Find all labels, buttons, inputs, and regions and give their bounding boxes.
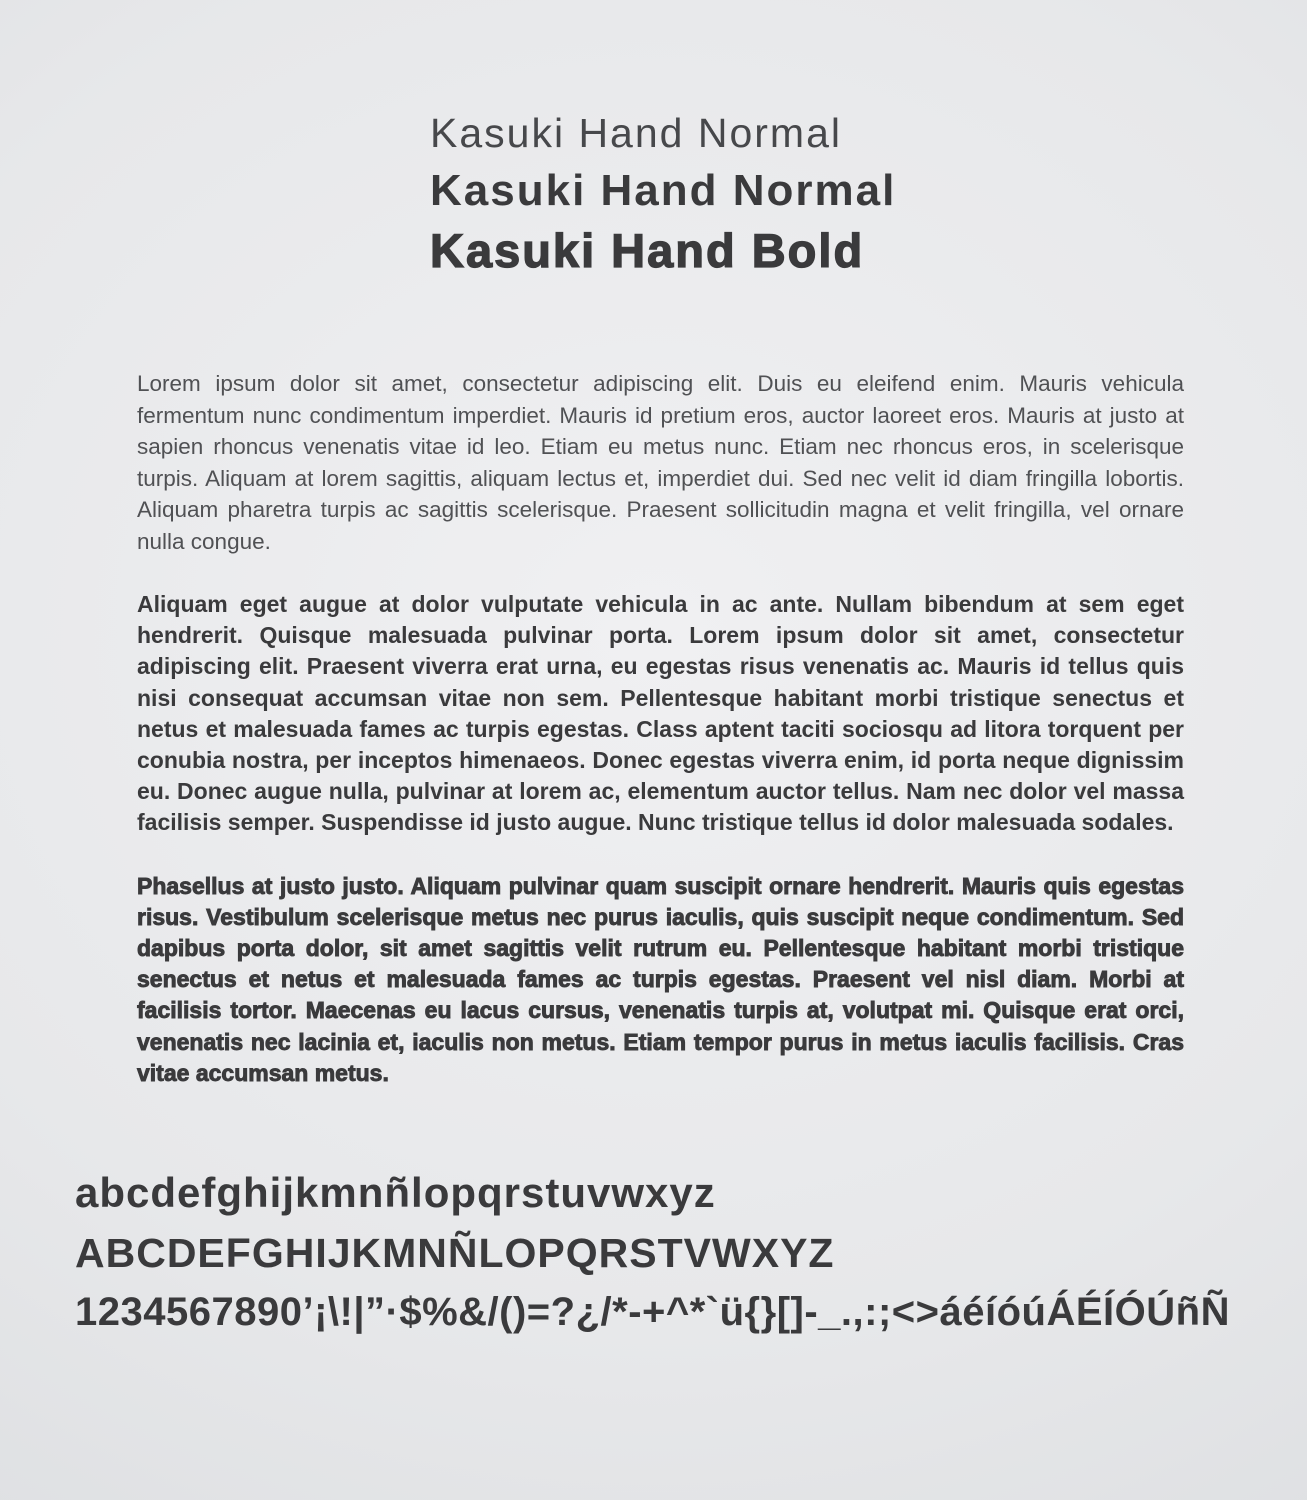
glyph-set — [75, 1169, 1307, 1335]
paragraph-bold-weight: Phasellus at justo justo. Aliquam pulvinar quam suscipit ornare hendrerit. Mauris quis egestas risus. Vestibulum scelerisque metus nec purus iaculis, quis suscipit neque condimentum. Sed dapibus porta dolor, sit amet sagittis velit rutrum eu. Pellentesque habitant morbi tristique senectus et netus et malesuada fames ac turpis egestas. Praesent vel nisl diam. Morbi at facilisis tortor. Maecenas eu lacus cursus, venenatis turpis at, volutpat mi. Quisque erat orci, venenatis nec lacinia et, iaculis non metus. Etiam tempor purus in metus iaculis facilisis. Cras vitae accumsan metus. — [137, 872, 1184, 1086]
glyph-row-uppercase: ABCDEFGHIJKMNÑLOPQRSTVWXYZ — [75, 1230, 835, 1277]
title-block — [0, 0, 1307, 278]
specimen-paragraphs — [137, 368, 1184, 1089]
glyph-row-lowercase: abcdefghijkmnñlopqrstuvwxyz — [75, 1169, 716, 1217]
glyph-row-numbers-symbols: 1234567890’¡\!|”·$%&/()=?¿/*-+^*`ü{}[]-_.,:;<>áéíóúÁÉÍÓÚñÑ — [75, 1290, 1230, 1335]
font-title-normal-bold: Kasuki Hand Normal — [430, 166, 897, 215]
font-title-normal-light: Kasuki Hand Normal — [430, 110, 842, 156]
paragraph-light-weight: Lorem ipsum dolor sit amet, consectetur adipiscing elit. Duis eu eleifend enim. Mauris vehicula fermentum nunc condimentum imperdiet. Mauris id pretium eros, auctor laoreet eros. Mauris at justo at sapien rhoncus venenatis vitae id leo. Etiam eu metus nunc. Etiam nec rhoncus eros, in scelerisque turpis. Aliquam at lorem sagittis, aliquam lectus et, imperdiet dui. Sed nec velit id diam fringilla lobortis. Aliquam pharetra turpis ac sagittis scelerisque. Praesent sollicitudin magna et velit fringilla, vel ornare nulla congue. — [137, 371, 1184, 554]
paragraph-normal-weight: Aliquam eget augue at dolor vulputate vehicula in ac ante. Nullam bibendum at sem eget hendrerit. Quisque malesuada pulvinar porta. Lorem ipsum dolor sit amet, consectetur adipiscing elit. Praesent viverra erat urna, eu egestas risus venenatis ac. Mauris id tellus quis nisi consequat accumsan vitae non sem. Pellentesque habitant morbi tristique senectus et netus et malesuada fames ac turpis egestas. Class aptent taciti sociosqu ad litora torquent per conubia nostra, per inceptos himenaeos. Donec egestas viverra enim, id porta neque dignissim eu. Donec augue nulla, pulvinar at lorem ac, elementum auctor tellus. Nam nec dolor vel massa facilisis semper. Suspendisse id justo augue. Nunc tristique tellus id dolor malesuada sodales. — [137, 591, 1184, 836]
font-title-bold: Kasuki Hand Bold — [430, 224, 865, 277]
